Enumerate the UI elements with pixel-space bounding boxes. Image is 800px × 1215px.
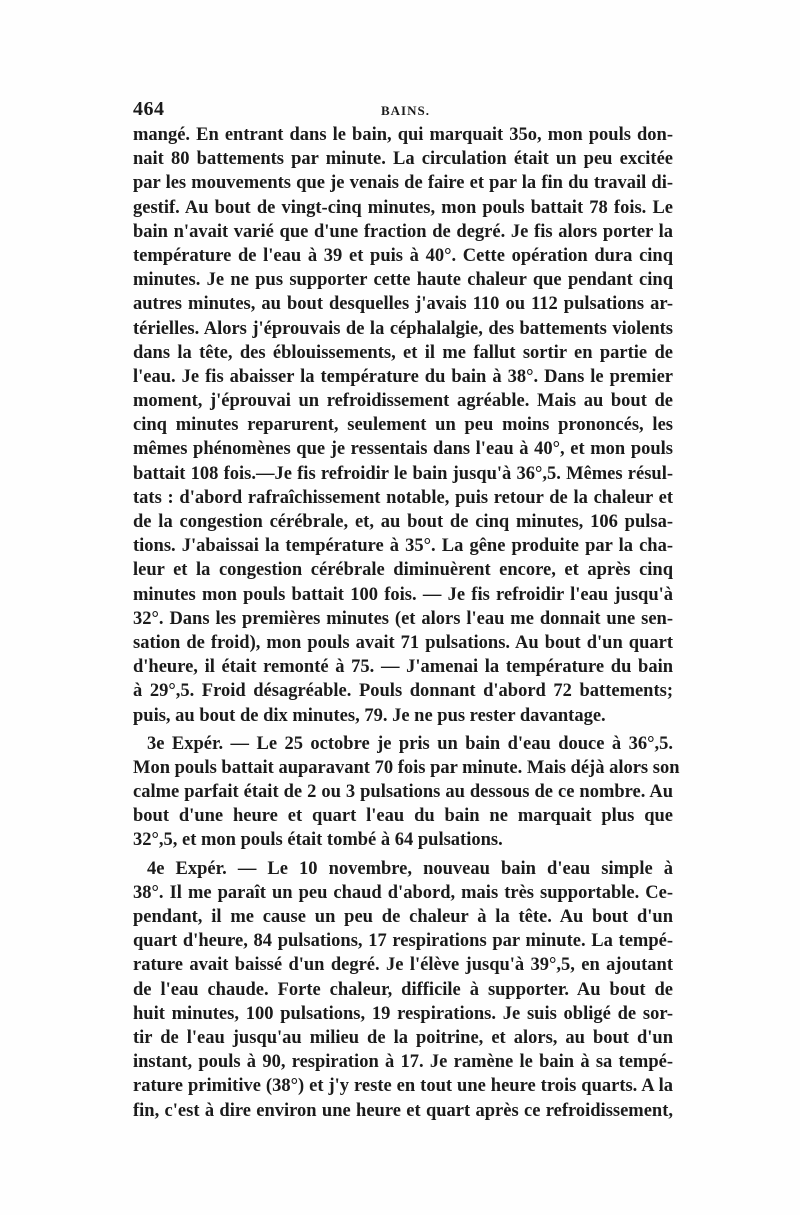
text-line: de l'eau chaude. Forte chaleur, difficile à supporter. Au bout de — [133, 979, 673, 1000]
text-line: bain n'avait varié que d'une fraction de degré. Je fis alors porter la — [133, 221, 673, 242]
text-line: puis, au bout de dix minutes, 79. Je ne pus rester davantage. — [133, 705, 606, 726]
text-line: quart d'heure, 84 pulsations, 17 respirations par minute. La tempé- — [133, 931, 673, 952]
text-line: rature primitive (38°) et j'y reste en tout une heure trois quarts. A la — [133, 1076, 673, 1097]
text-line: autres minutes, au bout desquelles j'avais 110 ou 112 pulsations ar- — [133, 294, 673, 315]
text-line: 38°. Il me paraît un peu chaud d'abord, mais très supportable. Ce- — [133, 882, 673, 903]
text-line: tir de l'eau jusqu'au milieu de la poitrine, et alors, au bout d'un — [133, 1027, 673, 1048]
text-line: Mon pouls battait auparavant 70 fois par minute. Mais déjà alors son — [133, 757, 680, 778]
running-head — [133, 95, 673, 123]
text-line: cinq minutes reparurent, seulement un peu moins prononcés, les — [133, 415, 673, 436]
text-line: moment, j'éprouvai un refroidissement agréable. Mais au bout de — [133, 391, 673, 412]
text-line: instant, pouls à 90, respiration à 17. Je ramène le bain à sa tempé- — [133, 1052, 673, 1073]
text-line: térielles. Alors j'éprouvais de la céphalalgie, des battements violents — [133, 318, 673, 339]
text-line: température de l'eau à 39 et puis à 40°. Cette opération dura cinq — [133, 245, 673, 266]
text-line: bout d'une heure et quart l'eau du bain ne marquait plus que — [133, 806, 673, 827]
text-line: mêmes phénomènes que je ressentais dans l'eau à 40°, et mon pouls — [133, 439, 673, 460]
text-line: tions. J'abaissai la température à 35°. La gêne produite par la cha- — [133, 536, 673, 557]
text-line: 4e Expér. — Le 10 novembre, nouveau bain d'eau simple à — [147, 858, 673, 879]
text-line: calme parfait était de 2 ou 3 pulsations au dessous de ce nombre. Au — [133, 782, 673, 803]
text-block — [133, 95, 680, 1123]
text-line: dans la tête, des éblouissements, et il me fallut sortir en partie de — [133, 342, 673, 363]
page-number: 464 — [133, 98, 165, 120]
text-line: à 29°,5. Froid désagréable. Pouls donnant d'abord 72 battements; — [133, 681, 673, 702]
text-line: huit minutes, 100 pulsations, 19 respirations. Je suis obligé de sor- — [133, 1003, 673, 1024]
paragraph-1 — [133, 123, 673, 728]
text-line: minutes. Je ne pus supporter cette haute chaleur que pendant cinq — [133, 270, 673, 291]
text-line: battait 108 fois.—Je fis refroidir le bain jusqu'à 36°,5. Mêmes résul- — [133, 463, 673, 484]
text-line: tats : d'abord rafraîchissement notable, puis retour de la chaleur et — [133, 487, 673, 508]
text-line: fin, c'est à dire environ une heure et quart après ce refroidissement, — [133, 1100, 673, 1121]
text-line: nait 80 battements par minute. La circulation était un peu excitée — [133, 149, 673, 170]
text-line: d'heure, il était remonté à 75. — J'amenai la température du bain — [133, 657, 673, 678]
text-line: minutes mon pouls battait 100 fois. — Je fis refroidir l'eau jusqu'à — [133, 584, 673, 605]
text-line: de la congestion cérébrale, et, au bout de cinq minutes, 106 pulsa- — [133, 512, 673, 532]
text-line: 32°. Dans les premières minutes (et alors l'eau me donnait une sen- — [133, 608, 673, 629]
text-line: mangé. En entrant dans le bain, qui marquait 35o, mon pouls don- — [133, 125, 673, 145]
text-line: par les mouvements que je venais de faire et par la fin du travail di- — [133, 173, 673, 194]
paragraph-3 — [133, 857, 673, 1123]
text-line: 3e Expér. — Le 25 octobre je pris un bain d'eau douce à 36°,5. — [147, 733, 673, 754]
running-title: BAINS. — [381, 103, 430, 118]
text-line: 32°,5, et mon pouls était tombé à 64 pulsations. — [133, 830, 503, 851]
text-line: sation de froid), mon pouls avait 71 pulsations. Au bout d'un quart — [133, 632, 673, 653]
text-line: l'eau. Je fis abaisser la température du bain à 38°. Dans le premier — [133, 366, 673, 387]
text-line: pendant, il me cause un peu de chaleur à la tête. Au bout d'un — [133, 907, 673, 927]
text-line: gestif. Au bout de vingt-cinq minutes, mon pouls battait 78 fois. Le — [133, 197, 673, 218]
paragraph-2 — [133, 732, 680, 853]
text-line: rature avait baissé d'un degré. Je l'élève jusqu'à 39°,5, en ajoutant — [133, 955, 673, 976]
text-line: leur et la congestion cérébrale diminuèrent encore, et après cinq — [133, 560, 673, 581]
